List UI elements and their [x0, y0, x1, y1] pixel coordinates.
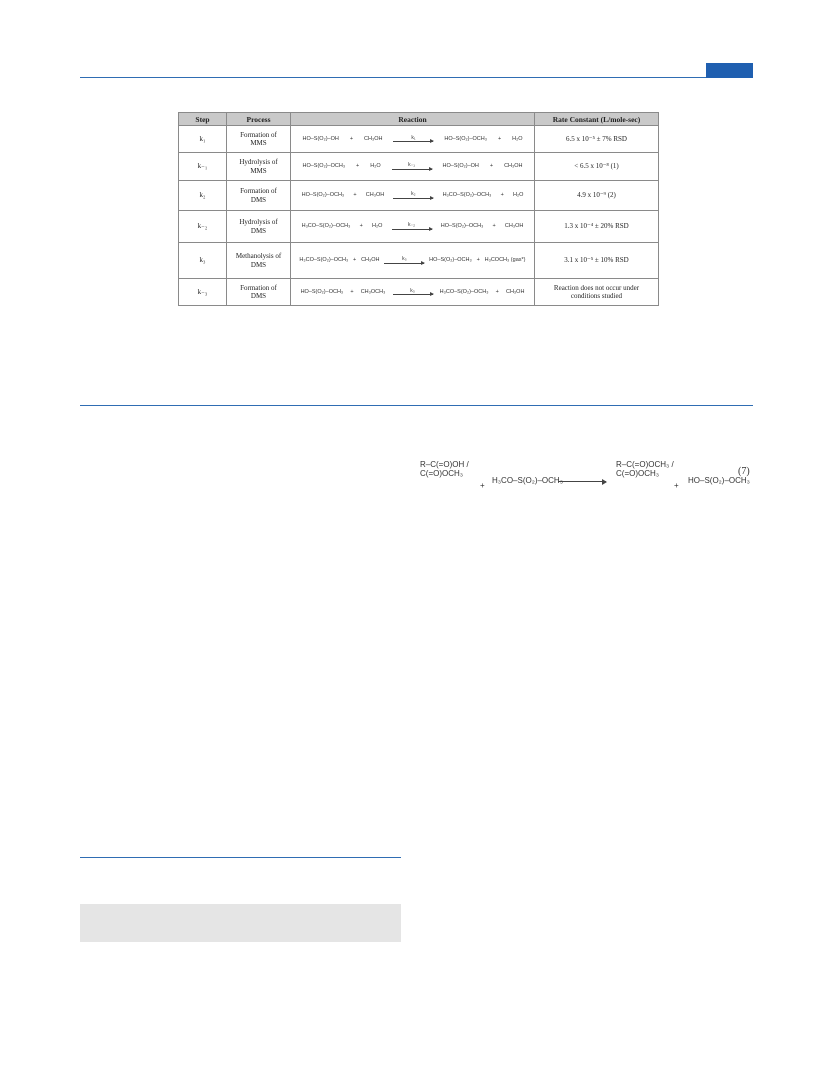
reaction-cell [291, 181, 535, 211]
step-cell: k₃ [179, 243, 227, 279]
reactant-2: H₂O [371, 223, 383, 230]
process-cell: Formation of DMS [227, 279, 291, 306]
arrow-line [393, 141, 433, 142]
reaction-cell [291, 153, 535, 181]
header-process: Process [227, 113, 291, 126]
reaction-cell [291, 279, 535, 306]
plus-sign: + [497, 135, 502, 142]
plus-sign: + [353, 257, 357, 264]
reactant-2: CH₃OCH₃ [360, 288, 386, 295]
eq7-product-diester: R–C(=O)OCH₃ / C(=O)OCH₃ [616, 460, 674, 478]
rate-constant-cell: 6.5 x 10⁻⁵ ± 7% RSD [535, 126, 659, 153]
arrow-line [392, 229, 432, 230]
section-rule [80, 405, 753, 406]
reaction-equation [291, 136, 534, 143]
section-tab-marker [706, 63, 753, 78]
rate-constant-cell: 1.3 x 10⁻⁴ ± 20% RSD [535, 211, 659, 243]
reaction-equation [291, 257, 534, 264]
eq7-reactant-malonic-monoester: R–C(=O)OH / C(=O)OCH₃ [420, 460, 469, 478]
plus-sign: + [349, 135, 354, 142]
table-row [179, 211, 659, 243]
table-row [179, 279, 659, 306]
step-cell: k₋₂ [179, 211, 227, 243]
header-step: Step [179, 113, 227, 126]
reactant-1: HO–S(O₂)–OH [302, 135, 339, 142]
arrow-line [384, 263, 424, 264]
rate-constant-cell: 4.9 x 10⁻⁹ (2) [535, 181, 659, 211]
arrow-line [393, 294, 433, 295]
reactant-2: H₂O [370, 163, 381, 170]
product-2: H₃COCH₃ (gas*) [484, 257, 526, 264]
table-header-row [179, 113, 659, 126]
reaction-arrow [393, 136, 433, 143]
process-cell: Hydrolysis of DMS [227, 211, 291, 243]
eq7-plus-1: + [480, 481, 485, 490]
rate-constant-cell: Reaction does not occur under conditions studied [535, 279, 659, 306]
reactant-1: HO–S(O₂)–OCH₃ [300, 288, 344, 295]
product-2: CH₃OH [504, 163, 523, 170]
reaction-equation [291, 192, 534, 199]
process-cell: Formation of DMS [227, 181, 291, 211]
rate-constant-label: k₂ [411, 191, 416, 198]
step-cell: k₋₃ [179, 279, 227, 306]
header-rate-constant: Rate Constant (L/mole-sec) [535, 113, 659, 126]
product-2: CH₃OH [504, 223, 524, 230]
reactant-1: H₃CO–S(O₂)–OCH₃ [299, 257, 349, 264]
eq7-reactant-dms: H₃CO–S(O₂)–OCH₃ [492, 476, 563, 485]
reaction-cell [291, 126, 535, 153]
product-1: HO–S(O₂)–OCH₃ [440, 223, 484, 230]
equation-7 [420, 454, 755, 514]
plus-sign: + [492, 223, 496, 230]
rate-constant-label: k₃ [402, 256, 407, 263]
product-2: H₂O [512, 192, 524, 199]
process-cell: Hydrolysis of MMS [227, 153, 291, 181]
rate-constant-label: k₃ [410, 287, 415, 294]
step-cell: k₁ [179, 126, 227, 153]
reactant-2: CH₃OH [364, 135, 383, 142]
rate-constant-table [178, 112, 659, 306]
plus-sign: + [353, 192, 357, 199]
top-rule [80, 77, 753, 78]
product-1: H₃CO–S(O₂)–OCH₃ [442, 192, 492, 199]
reaction-arrow [392, 223, 432, 230]
reaction-arrow [393, 192, 433, 199]
column-rule [80, 857, 401, 858]
plus-sign: + [359, 223, 363, 230]
plus-sign: + [476, 257, 480, 264]
equation-number: (7) [738, 466, 750, 477]
gray-callout-box [80, 904, 401, 942]
reactant-1: HO–S(O₂)–OCH₃ [302, 163, 346, 170]
reaction-equation [291, 163, 534, 170]
arrow-line [392, 169, 432, 170]
step-cell: k₋₁ [179, 153, 227, 181]
product-1: H₃CO–S(O₂)–OCH₃ [439, 288, 489, 295]
product-1: HO–S(O₂)–OCH₃ [429, 257, 472, 264]
process-cell: Methanolysis of DMS [227, 243, 291, 279]
eq7-plus-2: + [674, 481, 679, 490]
product-2: H₂O [512, 135, 523, 142]
reactant-1: HO–S(O₂)–OCH₃ [301, 192, 345, 199]
process-cell: Formation of MMS [227, 126, 291, 153]
table-row [179, 153, 659, 181]
reaction-arrow [393, 289, 433, 296]
header-reaction: Reaction [291, 113, 535, 126]
reaction-cell [291, 211, 535, 243]
table-row [179, 181, 659, 211]
table-row [179, 243, 659, 279]
step-cell: k₂ [179, 181, 227, 211]
plus-sign: + [500, 192, 504, 199]
product-1: HO–S(O₂)–OH [442, 163, 479, 170]
plus-sign: + [495, 288, 499, 295]
reactant-1: H₃CO–S(O₂)–OCH₃ [301, 223, 351, 230]
plus-sign: + [356, 163, 360, 170]
product-2: CH₃OH [505, 288, 525, 295]
rate-constant-cell: 3.1 x 10⁻⁵ ± 10% RSD [535, 243, 659, 279]
eq7-product-mms: HO–S(O₂)–OCH₃ [688, 476, 750, 485]
rate-constant-cell: < 6.5 x 10⁻⁸ (1) [535, 153, 659, 181]
reaction-cell [291, 243, 535, 279]
eq7-reaction-arrow [558, 481, 606, 482]
table-row [179, 126, 659, 153]
reaction-equation [291, 223, 534, 230]
reaction-arrow [384, 257, 424, 264]
reaction-arrow [392, 163, 432, 170]
plus-sign: + [489, 163, 494, 170]
rate-constant-label: k₋₂ [408, 222, 416, 229]
reactant-2: CH₃OH [365, 192, 385, 199]
product-1: HO–S(O₂)–OCH₃ [444, 135, 487, 142]
reaction-equation [291, 289, 534, 296]
reactant-2: CH₃OH [361, 257, 380, 264]
arrow-line [393, 198, 433, 199]
rate-constant-label: k₁ [411, 134, 416, 141]
plus-sign: + [350, 288, 354, 295]
rate-constant-label: k₋₁ [408, 162, 415, 169]
